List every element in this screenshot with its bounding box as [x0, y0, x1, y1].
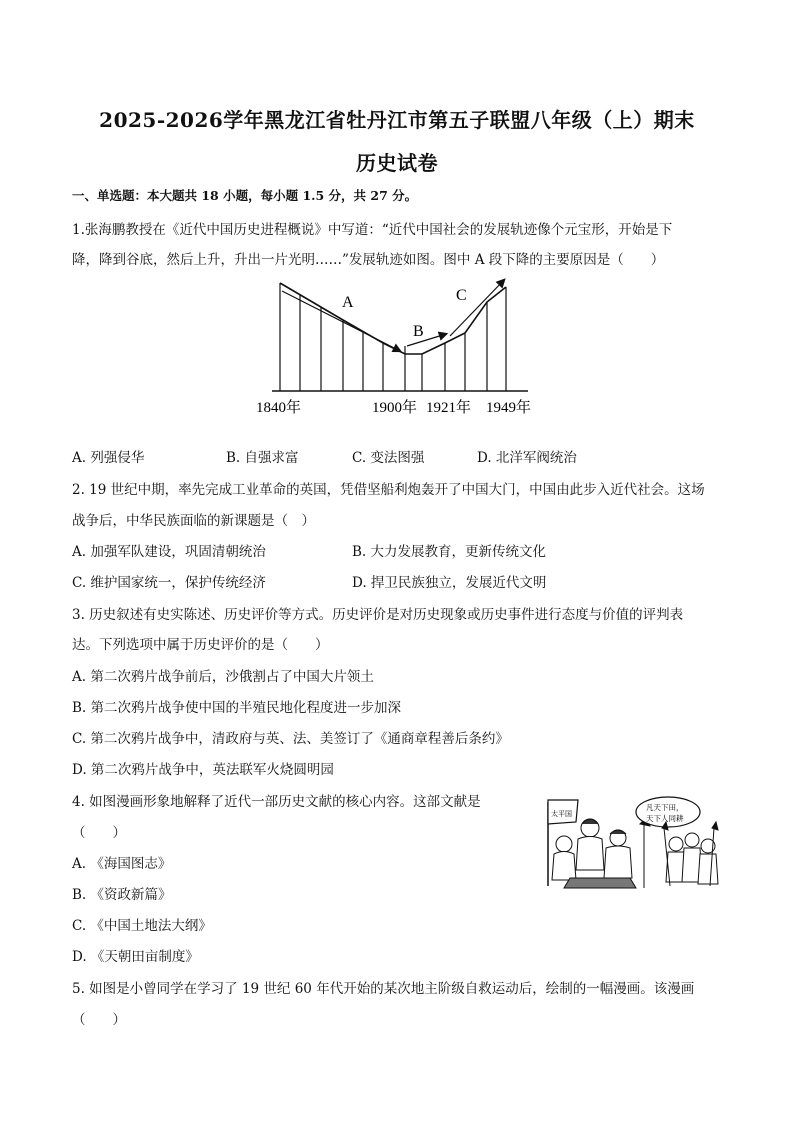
q1-option-a[interactable]: A. 列强侵华: [72, 450, 145, 466]
q4-option-d[interactable]: D. 《天朝田亩制度》: [72, 949, 199, 965]
section-heading: 一、单选题：本大题共 18 小题，每小题 1.5 分，共 27 分。: [72, 188, 418, 203]
q3-option-a[interactable]: A. 第二次鸦片战争前后，沙俄割占了中国大片领土: [72, 669, 374, 685]
segment-c-label: C: [456, 287, 467, 304]
q2-option-b[interactable]: B. 大力发展教育，更新传统文化: [352, 544, 547, 560]
q4-option-b[interactable]: B. 《资政新篇》: [72, 887, 172, 903]
q4-option-a[interactable]: A. 《海国图志》: [72, 856, 172, 872]
q3-option-b[interactable]: B. 第二次鸦片战争使中国的半殖民地化程度进一步加深: [72, 700, 402, 716]
peasant-figures: [552, 816, 650, 888]
bubble-text-line2: 天下人同耕: [646, 814, 684, 823]
q1-option-c[interactable]: C. 变法图强: [352, 450, 425, 466]
q4-option-c[interactable]: C. 《中国土地法大纲》: [72, 918, 212, 934]
q2-stem-line1: 2. 19 世纪中期，率先完成工业革命的英国，凭借坚船利炮轰开了中国大门，中国由此步入近代社会。这场: [72, 482, 705, 498]
q1-option-b[interactable]: B. 自强求富: [226, 450, 299, 466]
q3-option-c[interactable]: C. 第二次鸦片战争中，清政府与英、法、美签订了《通商章程善后条约》: [72, 731, 509, 747]
segment-b-label: B: [413, 323, 424, 340]
crowd-figures: [662, 822, 718, 886]
q1-option-d[interactable]: D. 北洋军阀统治: [477, 450, 577, 466]
q4-cartoon: [540, 794, 720, 890]
q5-stem-line1: 5. 如图是小曾同学在学习了 19 世纪 60 年代开始的某次地主阶级自救运动后，绘制的一幅漫画。该漫画: [72, 981, 695, 997]
flag-text: 太平国: [551, 810, 572, 818]
figure-hatching: [280, 283, 506, 391]
year-label: 1949年: [486, 400, 532, 416]
q5-stem-line2: （ ）: [72, 1012, 126, 1028]
q1-stem-line1: 1.张海鹏教授在《近代中国历史进程概说》中写道：“近代中国社会的发展轨迹像个元宝形，开始是下: [72, 222, 673, 238]
year-label: 1921年: [426, 400, 472, 416]
year-label: 1900年: [372, 400, 418, 416]
q4-stem-line2: （ ）: [72, 825, 126, 841]
q3-stem-line2: 达。下列选项中属于历史评价的是（ ）: [72, 637, 329, 653]
exam-title: 2025-2026学年黑龙江省牡丹江市第五子联盟八年级（上）期末: [99, 108, 695, 132]
q4-stem-line1: 4. 如图漫画形象地解释了近代一部历史文献的核心内容。这部文献是: [72, 794, 481, 810]
q2-option-a[interactable]: A. 加强军队建设，巩固清朝统治: [72, 544, 266, 560]
q2-option-c[interactable]: C. 维护国家统一，保护传统经济: [72, 575, 266, 591]
q2-stem-line2: 战争后，中华民族面临的新课题是（ ）: [72, 513, 315, 529]
q3-stem-line1: 3. 历史叙述有史实陈述、历史评价等方式。历史评价是对历史现象或历史事件进行态度与价值的评判表: [72, 607, 684, 623]
bubble-text-line1: 凡天下田，: [646, 803, 684, 812]
q1-trend-figure: [250, 270, 550, 420]
segment-a-label: A: [342, 294, 354, 311]
q1-stem-line2: 降，降到谷底，然后上升，升出一片光明……”发展轨迹如图。图中 A 段下降的主要原因是（ ）: [72, 252, 665, 268]
year-label: 1840年: [256, 400, 302, 416]
trend-line: [280, 283, 506, 354]
q3-option-d[interactable]: D. 第二次鸦片战争中，英法联军火烧圆明园: [72, 762, 334, 778]
q2-option-d[interactable]: D. 捍卫民族独立，发展近代文明: [352, 575, 547, 591]
exam-subtitle: 历史试卷: [356, 151, 438, 175]
